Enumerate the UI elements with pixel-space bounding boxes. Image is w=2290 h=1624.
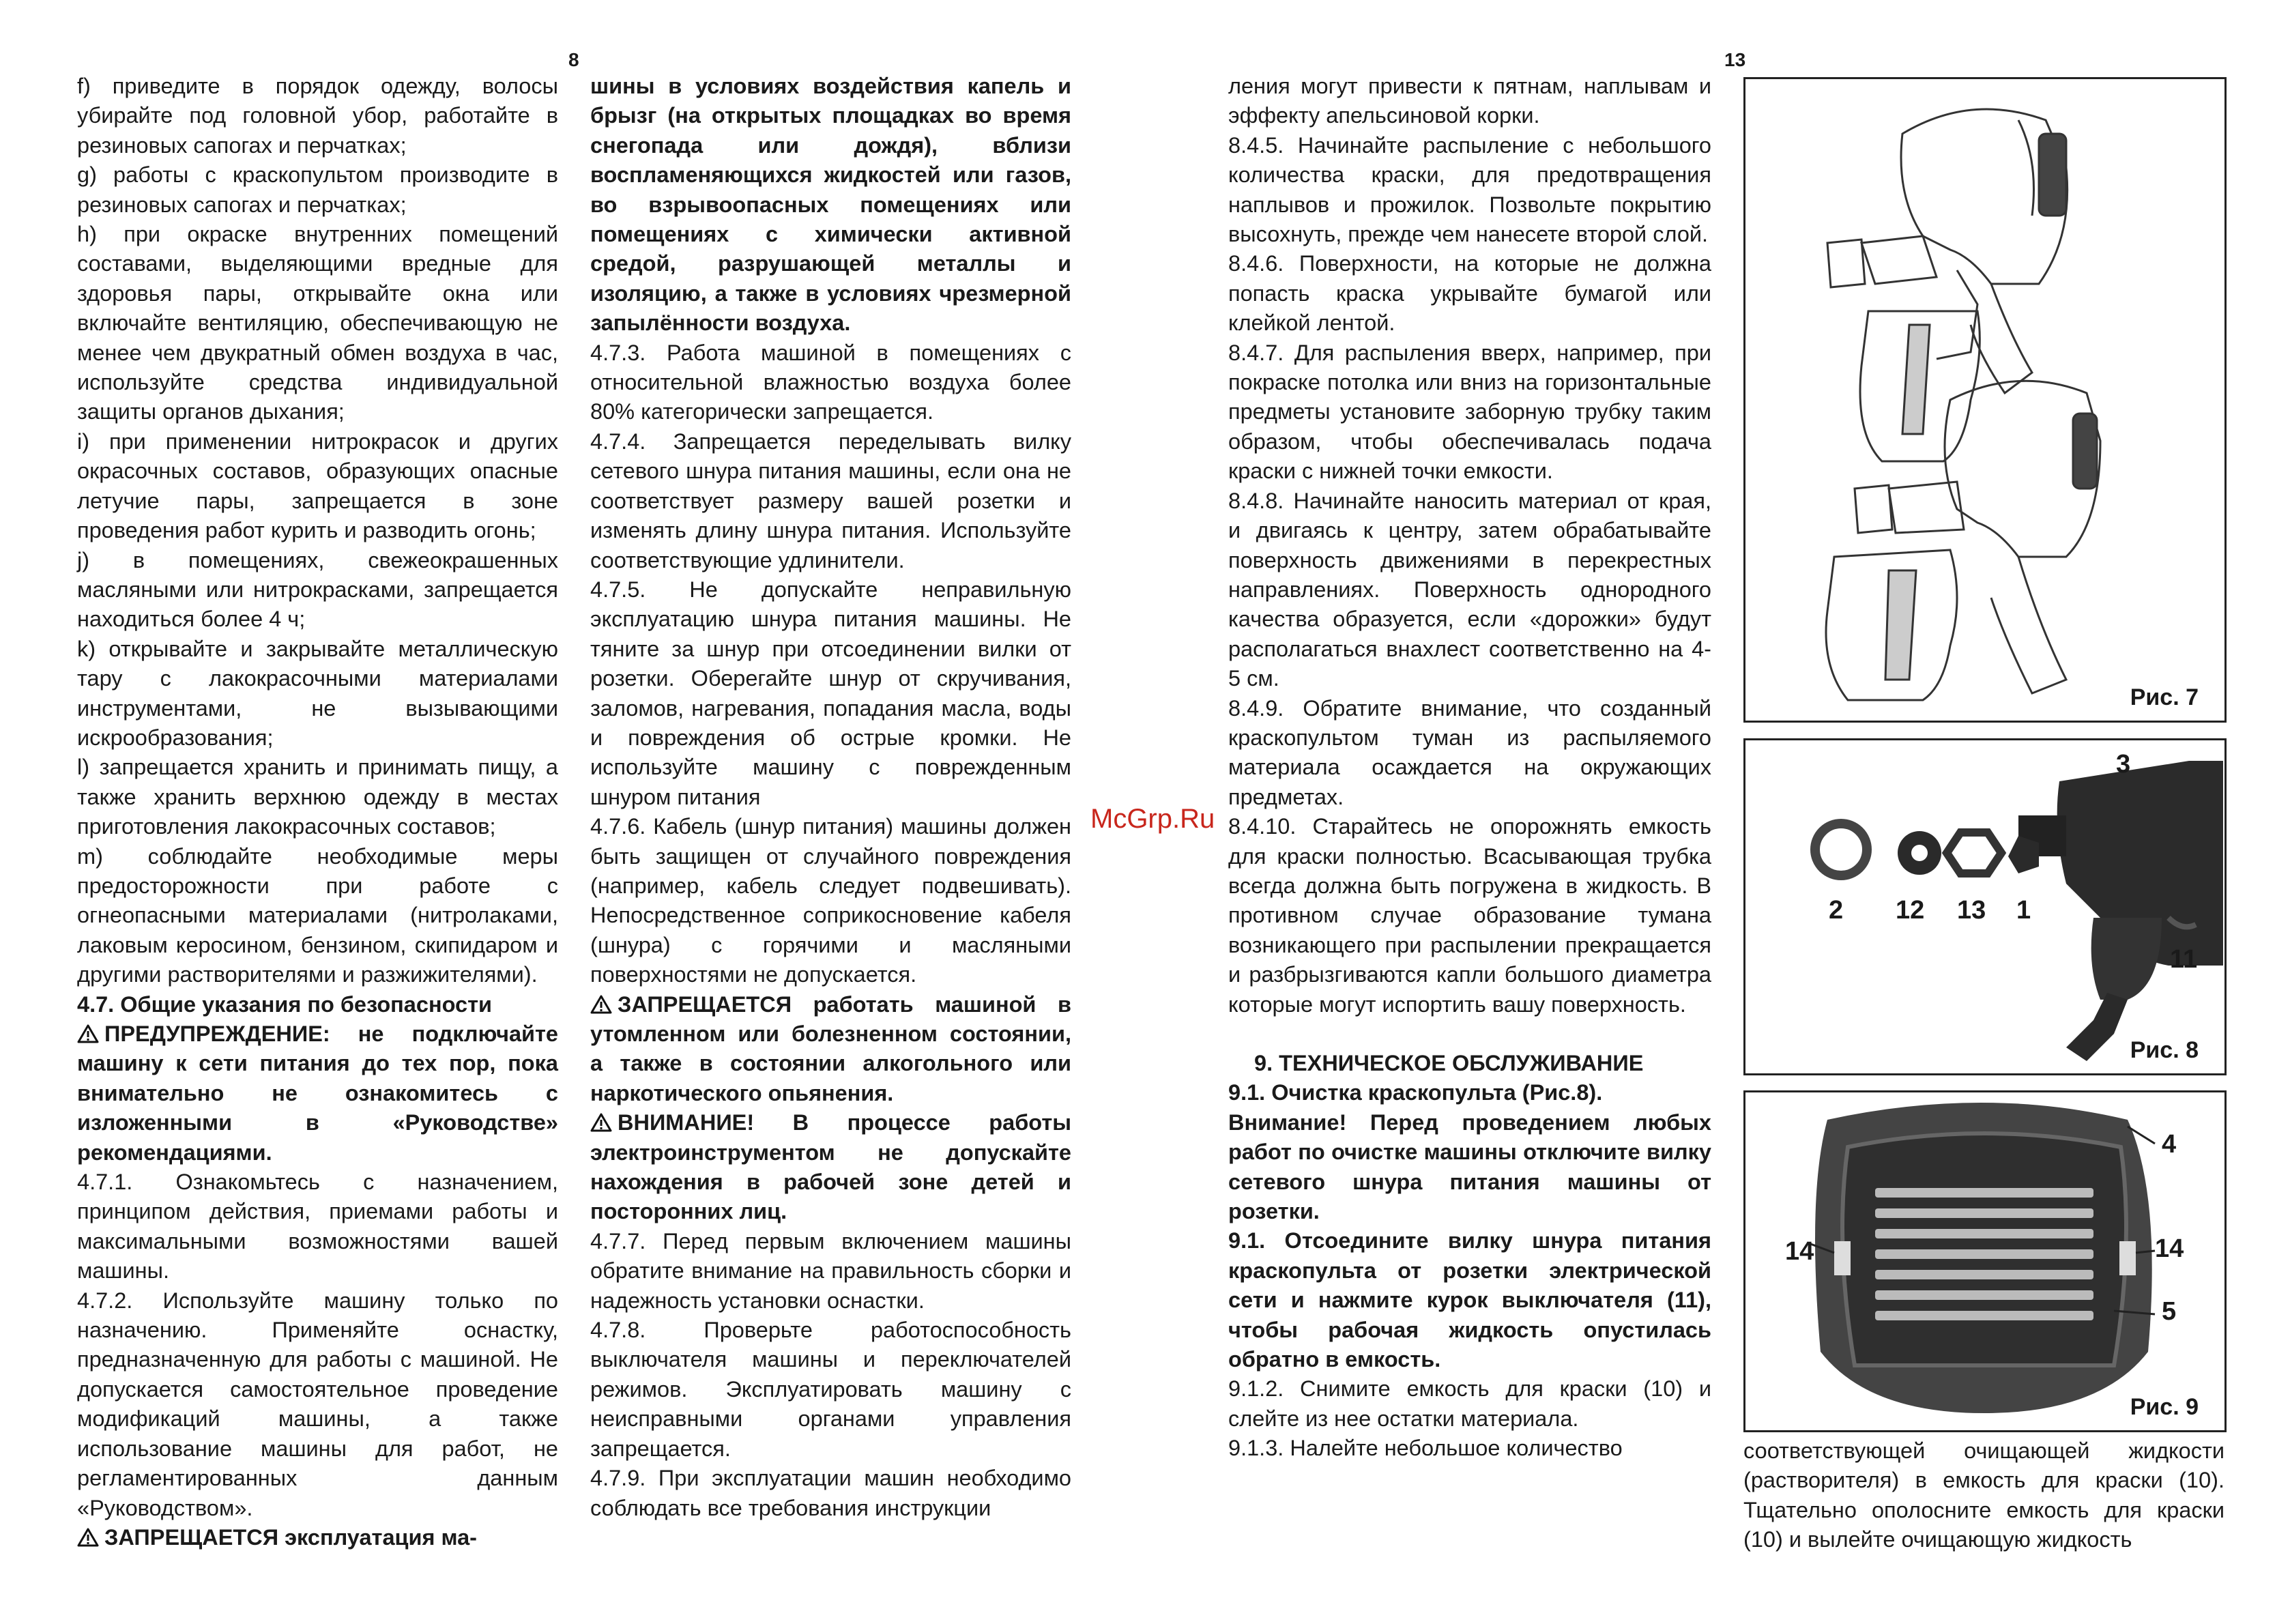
paragraph: 4.7.6. Кабель (шнур питания) машины должен быть защищен от случайного повреждения (например, кабель следует подвешивать). Непосредственное соприкосновение кабеля (шнура) с горячими и масляными поверхностями не допускается. (590, 814, 1071, 987)
warning-paragraph (77, 1523, 558, 1552)
spray-gun-illustration (1745, 79, 2224, 721)
warning-text: ЗАПРЕЩАЕТСЯ работать машиной в утомленном или болезненном состоянии, а также в состоянии алкогольного или наркотического опьянения. (590, 991, 1071, 1105)
paragraph: 9.1. Отсоедините вилку шнура питания краскопульта от розетки электрической сети и нажмите курок выключателя (11), чтобы рабочая жидкость опустилась обратно в емкость. (1228, 1228, 1711, 1372)
warning-icon (77, 1024, 99, 1043)
paragraph: g) работы с краскопультом производите в резиновых сапогах и перчатках; (77, 162, 558, 217)
callout-3: 3 (2116, 750, 2131, 779)
paragraph: 8.4.6. Поверхности, на которые не должна попасть краска укрывайте бумагой или клейкой лентой. (1228, 251, 1711, 336)
text-column-3 (1228, 72, 1711, 1464)
paragraph: l) запрещается хранить и принимать пищу, а также хранить верхнюю одежду в местах приготовления лакокрасочных составов; (77, 755, 558, 839)
section-heading: 4.7. Общие указания по безопасности (77, 991, 492, 1017)
paragraph: 8.4.5. Начинайте распыление с небольшого количества краски, для предотвращения наплывов и прожилок. Позвольте покрытию высохнуть, прежде чем нанесете второй слой. (1228, 132, 1711, 247)
callout-1: 1 (2016, 896, 2031, 925)
paragraph: шины в условиях воздействия капель и брызг (на открытых площадках во время снегопада или дождя), вблизи воспламеняющихся жидкостей или газов, во взрывоопасных помещениях или помещениях с химически активной средой, разрушающей металлы и изоляцию, а также в условиях чрезмерной запылённости воздуха. (590, 74, 1071, 336)
callout-14-left: 14 (1785, 1237, 1814, 1266)
paragraph: i) при применении нитрокрасок и других окрасочных составов, образующих опасные летучие пары, запрещается в зоне проведения работ курить и разводить огонь; (77, 429, 558, 543)
figure-9 (1743, 1090, 2227, 1432)
motor-housing-illustration (1745, 1092, 2224, 1430)
paragraph: 4.7.5. Не допускайте неправильную эксплуатацию шнура питания машины. Не тяните за шнур при отсоединении вилки от розетки. Оберегайте шнур от скручивания, заломов, нагревания, попадания масла, воды и повреждения об острые кромки. Не используйте машину с поврежденным шнуром питания (590, 577, 1071, 809)
paragraph: 4.7.2. Используйте машину только по назначению. Применяйте оснастку, предназначенную для работы с машиной. Не допускается самостоятельное проведение модификаций машины, а также использование машины для работ, не регламентированных данным «Руководством». (77, 1288, 558, 1520)
callout-14-right: 14 (2155, 1234, 2184, 1263)
warning-icon (77, 1528, 99, 1547)
callout-12: 12 (1896, 896, 1925, 925)
text-column-4 (1743, 1436, 2224, 1555)
figure-caption: Рис. 9 (2130, 1394, 2199, 1420)
page-number-right: 13 (1724, 49, 1746, 70)
page-number-left: 8 (568, 49, 579, 70)
paragraph: 9.1.3. Налейте небольшое количество (1228, 1436, 1623, 1461)
text-column-2 (590, 72, 1071, 1523)
figure-caption: Рис. 8 (2130, 1037, 2199, 1063)
paragraph: 9.1.2. Снимите емкость для краски (10) и слейте из нее остатки материала. (1228, 1376, 1711, 1431)
paragraph: соответствующей очищающей жидкости (растворителя) в емкость для краски (10). Тщательно ополосните емкость для краски (10) и вылейте очищающую жидкость (1743, 1438, 2224, 1552)
figure-8 (1743, 738, 2227, 1075)
warning-icon (590, 995, 612, 1014)
warning-icon (590, 1113, 612, 1132)
paragraph: 4.7.9. При эксплуатации машин необходимо соблюдать все требования инструкции (590, 1466, 1071, 1520)
paragraph: k) открывайте и закрывайте металлическую тару с лакокрасочными материалами инструментами, не вызывающими искрообразования; (77, 636, 558, 750)
paragraph: ления могут привести к пятнам, наплывам и эффекту апельсиновой корки. (1228, 74, 1711, 128)
paragraph: h) при окраске внутренних помещений составами, выделяющими вредные для здоровья пары, открывайте окна или включайте вентиляцию, обеспечивающую не менее чем двукратный обмен воздуха в час, используйте средства индивидуальной защиты органов дыхания; (77, 222, 558, 424)
warning-paragraph (590, 990, 1071, 1109)
callout-4: 4 (2162, 1130, 2177, 1159)
paragraph: 8.4.9. Обратите внимание, что созданный краскопультом туман из распыляемого материала осаждается на окружающих предметах. (1228, 695, 1711, 809)
paragraph: 4.7.4. Запрещается переделывать вилку сетевого шнура питания машины, если она не соответствует размеру вашей розетки и изменять длину шнура питания. Используйте соответствующие удлинители. (590, 429, 1071, 572)
paragraph: f) приведите в порядок одежду, волосы убирайте под головной убор, работайте в резиновых сапогах и перчатках; (77, 74, 558, 158)
warning-text: ЗАПРЕЩАЕТСЯ эксплуатация ма- (104, 1524, 477, 1550)
paragraph: 8.4.10. Старайтесь не опорожнять емкость для краски полностью. Всасывающая трубка всегда должна быть погружена в жидкость. В противном случае образование тумана возникающего при распылении прекращается и разбрызгиваются капли большого диаметра которые могут испортить вашу поверхность. (1228, 814, 1711, 1017)
paragraph: j) в помещениях, свежеокрашенных масляными или нитрокрасками, запрещается находиться более 4 ч; (77, 547, 558, 632)
paragraph: 8.4.8. Начинайте наносить материал от края, и двигаясь к центру, затем обрабатывайте поверхность движениями в перекрестных направлениях. Поверхность однородного качества образуется, если «дорожки» будут располагаться внахлест соответственно на 4-5 см. (1228, 488, 1711, 691)
paragraph: m) соблюдайте необходимые меры предосторожности при работе с огнеопасными материалами (нитролаками, лаковым керосином, бензином, скипидаром и другими растворителями и разжижителями). (77, 843, 558, 987)
callout-5: 5 (2162, 1297, 2177, 1326)
watermark: McGrp.Ru (1090, 804, 1215, 834)
callout-2: 2 (1829, 896, 1844, 925)
warning-text: ПРЕДУПРЕЖДЕНИЕ: не подключайте машину к сети питания до тех пор, пока внимательно не ознакомитесь с изложенными в «Руководстве» рекомендациями. (77, 1021, 558, 1165)
callout-11: 11 (2170, 945, 2198, 974)
paragraph: 4.7.3. Работа машиной в помещениях с относительной влажностью воздуха более 80% категорически запрещается. (590, 340, 1071, 424)
figure-7 (1743, 77, 2227, 723)
warning-paragraph (590, 1108, 1071, 1227)
figure-caption: Рис. 7 (2130, 684, 2199, 710)
paragraph: 4.7.1. Ознакомьтесь с назначением, принципом действия, приемами работы и максимальными возможностями вашей машины. (77, 1170, 558, 1284)
warning-text: ВНИМАНИЕ! В процессе работы электроинструментом не допускайте нахождения в рабочей зоне детей и посторонних лиц. (590, 1110, 1071, 1224)
section-heading: 9. ТЕХНИЧЕСКОЕ ОБСЛУЖИВАНИЕ (1254, 1051, 1644, 1075)
text-column-1 (77, 72, 558, 1552)
paragraph: Внимание! Перед проведением любых работ по очистке машины отключите вилку сетевого шнура питания машины от розетки. (1228, 1110, 1711, 1224)
subsection-heading: 9.1. Очистка краскопульта (Рис.8). (1228, 1080, 1603, 1105)
callout-13: 13 (1957, 896, 1986, 925)
warning-paragraph (77, 1019, 558, 1168)
paragraph: 8.4.7. Для распыления вверх, например, при покраске потолка или вниз на горизонтальные предметы установите заборную трубку таким образом, чтобы обеспечивалась подача краски с нижней точки емкости. (1228, 340, 1711, 484)
paragraph: 4.7.8. Проверьте работоспособность выключателя машины и переключателей режимов. Эксплуатировать машину с неисправными органами управления запрещается. (590, 1318, 1071, 1461)
paragraph: 4.7.7. Перед первым включением машины обратите внимание на правильность сборки и надежность установки оснастки. (590, 1228, 1071, 1313)
